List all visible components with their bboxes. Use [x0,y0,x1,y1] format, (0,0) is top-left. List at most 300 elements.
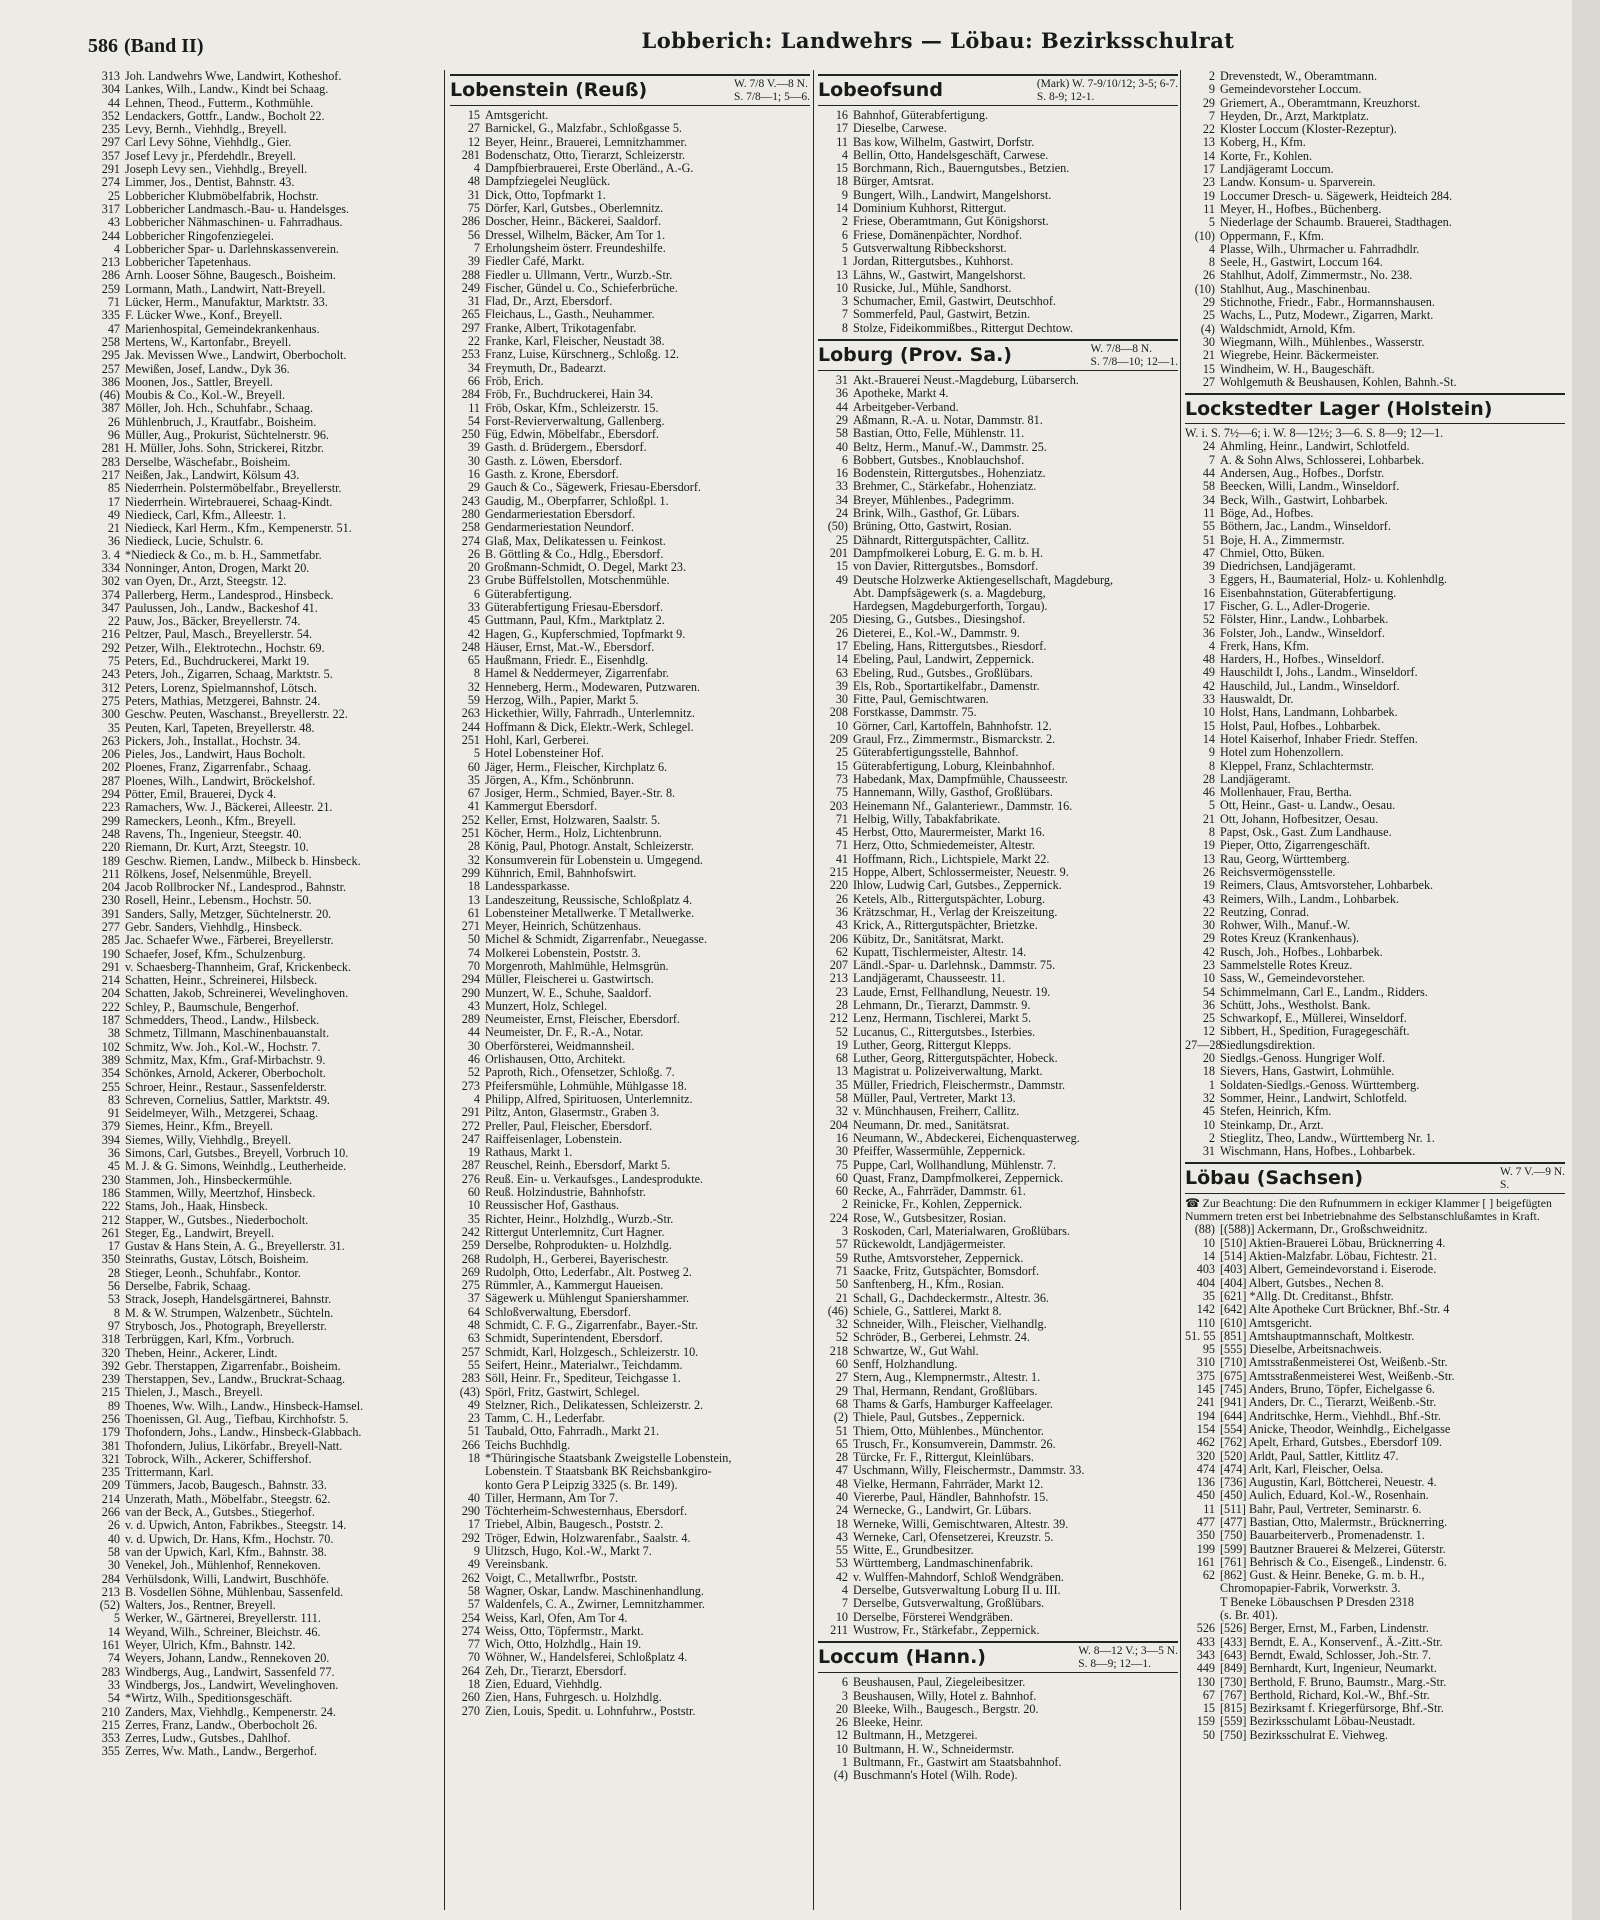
phone-number: 462 [1196,1436,1215,1450]
subscriber-text: Thofondern, Johs., Landw., Hinsbeck-Glabbach. [125,1426,362,1440]
subscriber-text: Piltz, Anton, Glasermstr., Graben 3. [485,1106,660,1120]
phone-number: 26 [835,1716,848,1730]
directory-entry [1185,1715,1565,1728]
phone-number: 12 [835,1729,848,1743]
subscriber-text: Württemberg, Landmaschinenfabrik. [853,1557,1034,1571]
phone-number: 96 [107,429,120,443]
subscriber-text: Taubald, Otto, Fahrradh., Markt 21. [485,1425,660,1439]
subscriber-text: Jordan, Rittergutsbes., Kuhhorst. [853,255,1014,269]
phone-number: 74 [107,1652,120,1666]
directory-entry [450,1226,810,1239]
phone-number: 40 [467,1491,480,1505]
subscriber-text: Schatten, Heinr., Schreinerei, Hilsbeck. [125,974,318,988]
directory-entry [818,1065,1178,1078]
phone-number: 36 [107,1147,120,1161]
subscriber-text: Wustrow, Fr., Stärkefabr., Zeppernick. [853,1623,1040,1637]
phone-number: 40 [835,1490,848,1504]
directory-entry [450,388,810,401]
directory-entry [450,402,810,415]
phone-number: 30 [835,1145,848,1159]
directory-entry [1185,1636,1565,1649]
directory-entry [90,256,440,269]
phone-number: 13 [1202,852,1215,866]
subscriber-text: Paproth, Rich., Ofensetzer, Schloßg. 7. [485,1066,675,1080]
subscriber-text: Michel & Schmidt, Zigarrenfabr., Neuegasse. [485,933,708,947]
phone-number: 281 [101,442,120,456]
directory-entry [1185,1132,1565,1145]
phone-number: 17 [835,122,848,136]
phone-number: 269 [461,1265,480,1279]
phone-number: 321 [101,1452,120,1466]
directory-entry [818,933,1178,946]
directory-entry [450,508,810,521]
subscriber-text: Philipp, Alfred, Spirituosen, Unterlemnitz. [485,1092,693,1106]
subscriber-text: Schumacher, Emil, Gastwirt, Deutschhof. [853,295,1056,309]
directory-entry [818,467,1178,480]
subscriber-text: Niedieck, Karl Herm., Kfm., Kempenerstr. 51. [125,522,352,536]
subscriber-text: Dampfbierbrauerei, Erste Oberländ., A.-G. [485,162,694,176]
phone-number: 71 [835,812,848,826]
subscriber-text: Wachs, L., Putz, Modewr., Zigarren, Markt. [1220,309,1434,323]
phone-number: 29 [835,1384,848,1398]
directory-entry [450,1173,810,1186]
subscriber-text: Hotel zum Hohenzollern. [1220,746,1344,760]
phone-number: 31 [467,188,480,202]
directory-entry [1185,839,1565,852]
phone-number: 214 [101,974,120,988]
subscriber-text: Loccumer Dresch- u. Sägewerk, Heidteich 284. [1220,189,1453,203]
phone-number: 46 [1202,786,1215,800]
page-edge [1572,0,1600,1920]
phone-number: 33 [1202,693,1215,707]
directory-entry [90,961,440,974]
directory-entry [90,1293,440,1306]
directory-entry [450,1625,810,1638]
phone-number: 274 [461,1624,480,1638]
directory-entry [90,881,440,894]
subscriber-text: Windbergs, Jos., Landwirt, Wevelinghoven. [125,1678,339,1692]
phone-number: 5 [1208,799,1215,813]
directory-entry [450,880,810,893]
subscriber-text: Derselbe, Wäschefabr., Boisheim. [125,455,291,469]
directory-entry [90,176,440,189]
phone-number: (88) [1194,1223,1215,1237]
town-heading-loccum [818,1641,1178,1673]
phone-number: 335 [101,309,120,323]
directory-entry [1185,706,1565,719]
phone-number: 161 [1196,1555,1215,1569]
subscriber-text: v. Wulffen-Mahndorf, Schloß Wendgräben. [853,1570,1064,1584]
directory-entry [90,1307,440,1320]
phone-number [450,1479,485,1492]
directory-entry [90,562,440,575]
directory-entry [450,1292,810,1305]
directory-entry [818,1743,1178,1756]
directory-entry [818,919,1178,932]
subscriber-text: Buschmann's Hotel (Wilh. Rode). [853,1769,1018,1783]
subscriber-text: Diesing, G., Gutsbes., Diesingshof. [853,613,1026,627]
subscriber-text: König, Paul, Photogr. Anstalt, Schleizerstr. [485,840,694,854]
subscriber-text: [815] Bezirksamt f. Kriegerfürsorge, Bhf.-Str. [1220,1702,1444,1716]
subscriber-text: Unzerath, Math., Möbelfabr., Steegstr. 62. [125,1492,331,1506]
phone-number: 294 [461,973,480,987]
subscriber-text: Seidelmeyer, Wilh., Metzgerei, Schaag. [125,1107,319,1121]
directory-entry [90,788,440,801]
directory-entry [818,959,1178,972]
subscriber-text: Gebr. Sanders, Viehhdlg., Hinsbeck. [125,921,303,934]
subscriber-text: Korte, Fr., Kohlen. [1220,149,1313,163]
phone-number: 284 [461,388,480,402]
subscriber-text: Lobbericher Tapetenhaus. [125,256,252,270]
subscriber-text: Petzer, Wilh., Elektrotechn., Hochstr. 69. [125,641,325,655]
directory-entry [818,1105,1178,1118]
entry-list [450,109,810,1718]
phone-number: 11 [1203,202,1215,216]
subscriber-text: Hamel & Neddermeyer, Zigarrenfabr. [485,667,669,681]
directory-entry [818,1225,1178,1238]
directory-entry [450,1518,810,1531]
phone-number: 49 [107,508,120,522]
subscriber-text: Hoffmann & Dick, Elektr.-Werk, Schlegel. [485,720,694,734]
subscriber-text: Hauschildt I, Johs., Landm., Winseldorf. [1220,666,1418,680]
directory-entry [450,468,810,481]
phone-number: 40 [835,440,848,454]
phone-number: 52 [1202,613,1215,627]
subscriber-text: Peters, Joh., Zigarren, Schaag, Marktstr. 5. [125,668,333,682]
subscriber-text: Siemes, Willy, Viehhdlg., Breyell. [125,1133,292,1147]
subscriber-text: Vereinsbank. [485,1558,549,1572]
directory-entry [818,800,1178,813]
directory-entry [1185,1556,1565,1569]
directory-entry [818,1464,1178,1477]
phone-number: 4 [841,148,848,162]
phone-number: 45 [107,1160,120,1174]
directory-entry [818,534,1178,547]
phone-number: 48 [467,175,480,189]
subscriber-text: Geschw. Riemen, Landw., Milbeck b. Hinsbeck. [125,854,361,868]
phone-number: 218 [829,1344,848,1358]
directory-entry [450,521,810,534]
phone-number: 130 [1196,1675,1215,1689]
phone-number: 30 [1202,919,1215,933]
directory-entry [90,987,440,1000]
directory-entry [90,1599,440,1612]
phone-number: 60 [835,1358,848,1372]
directory-entry [818,826,1178,839]
directory-entry [90,908,440,921]
phone-number: 11 [1203,1502,1215,1516]
directory-entry [450,1066,810,1079]
phone-number: (2) [833,1411,848,1425]
directory-entry [90,948,440,961]
directory-entry [1185,919,1565,932]
directory-entry [818,1676,1178,1689]
phone-number: 215 [101,1386,120,1400]
directory-entry [90,1147,440,1160]
phone-number: 23 [467,1412,480,1426]
phone-number: 41 [835,852,848,866]
subscriber-text: [511] Bahr, Paul, Vertreter, Seminarstr. 6. [1220,1502,1422,1516]
subscriber-text: Raiffeisenlager, Lobenstein. [485,1132,623,1146]
directory-entry [1185,959,1565,972]
subscriber-text: [642] Alte Apotheke Curt Brückner, Bhf.-Str. 4 [1220,1303,1450,1317]
directory-entry [90,682,440,695]
subscriber-text: Els, Rob., Sportartikelfabr., Damenstr. [853,679,1040,693]
phone-number: 270 [461,1704,480,1718]
subscriber-text: Gauch & Co., Sägewerk, Friesau-Ebersdorf. [485,481,701,495]
phone-number: 29 [835,413,848,427]
subscriber-text: Sammelstelle Rotes Kreuz. [1220,959,1353,972]
subscriber-text: Müller, Fleischerei u. Gastwirtsch. [485,973,654,987]
subscriber-text: Jak. Mevissen Wwe., Landwirt, Oberbocholt. [125,349,347,363]
phone-number: 283 [101,1665,120,1679]
directory-entry [450,1452,810,1465]
subscriber-text: Holst, Paul, Hofbes., Lohbarbek. [1220,719,1381,733]
phone-number: 260 [461,1691,480,1705]
phone-number: 263 [101,734,120,748]
subscriber-text: Schmidt, Karl, Holzgesch., Schleizerstr. 10. [485,1345,699,1359]
directory-entry [818,587,1178,600]
phone-number: 179 [101,1426,120,1440]
directory-entry [818,986,1178,999]
phone-number: 154 [1196,1422,1215,1436]
subscriber-text: B. Göttling & Co., Hdlg., Ebersdorf. [485,547,664,561]
subscriber-text: Rathaus, Markt 1. [485,1146,573,1160]
subscriber-text: Arnh. Looser Söhne, Baugesch., Boisheim. [125,269,336,283]
directory-entry [450,641,810,654]
directory-entry [1185,613,1565,626]
subscriber-text: Joseph Levy sen., Viehhdlg., Breyell. [125,163,308,177]
directory-entry [90,429,440,442]
phone-number: 203 [829,799,848,813]
directory-entry [1185,150,1565,163]
subscriber-text: Siedlungsdirektion. [1220,1038,1316,1052]
phone-number: 262 [461,1571,480,1585]
directory-entry [90,1559,440,1572]
subscriber-text: Beyer, Heinr., Brauerei, Lemnitzhammer. [485,135,687,149]
subscriber-text: *Wirtz, Wilh., Speditionsgeschäft. [125,1692,293,1706]
directory-entry [1185,547,1565,560]
subscriber-text: v. d. Upwich, Dr. Hans, Kfm., Hochstr. 70. [125,1532,334,1546]
subscriber-text: Borchmann, Rich., Bauerngutsbes., Betzien. [853,162,1070,176]
subscriber-text: Plasse, Wilh., Uhrmacher u. Fahrradhdlr. [1220,242,1420,256]
phone-number: 56 [107,1280,120,1294]
subscriber-text: Rittergut Unterlemnitz, Curt Hagner. [485,1225,665,1239]
directory-entry [818,547,1178,560]
directory-entry [1185,70,1565,83]
phone-number: 404 [1196,1276,1215,1290]
subscriber-text: Recke, A., Fahrräder, Dammstr. 61. [853,1185,1026,1199]
phone-number: 220 [101,841,120,855]
directory-entry [1185,243,1565,256]
phone-number: 26 [107,415,120,429]
phone-number: 320 [101,1346,120,1360]
phone-number: 26 [107,1519,120,1533]
phone-number: 44 [467,1026,480,1040]
directory-entry [90,868,440,881]
directory-entry [818,839,1178,852]
directory-entry [818,1371,1178,1384]
phone-number: 275 [101,694,120,708]
phone-number: 74 [467,946,480,960]
subscriber-text: Tobrock, Wilh., Ackerer, Schiffershof. [125,1452,312,1466]
subscriber-text: Niederrhein. Polstermöbelfabr., Breyellerstr. [125,482,342,496]
phone-number: 55 [1202,520,1215,534]
directory-entry [818,1012,1178,1025]
subscriber-text: Jac. Schaefer Wwe., Färberei, Breyellerstr. [125,934,334,948]
directory-entry [1185,1450,1565,1463]
subscriber-text: Pfeiffer, Wassermühle, Zeppernick. [853,1145,1026,1159]
directory-entry [818,1026,1178,1039]
directory-entry [1185,467,1565,480]
subscriber-text: Großmann-Schmidt, O. Degel, Markt 23. [485,561,687,575]
phone-number: 3. 4 [101,548,120,562]
subscriber-text: Werker, W., Gärtnerei, Breyellerstr. 111. [125,1612,321,1626]
subscriber-text: Apotheke, Markt 4. [853,387,949,401]
directory-entry [450,1505,810,1518]
phone-number: 257 [461,1345,480,1359]
directory-entry [1185,123,1565,136]
phone-number: 261 [101,1226,120,1240]
directory-entry [450,1638,810,1651]
phone-number: 18 [835,175,848,189]
subscriber-text: Wich, Otto, Holzhdlg., Hain 19. [485,1638,642,1652]
directory-entry [450,987,810,1000]
phone-number: 9 [1208,746,1215,760]
phone-number: 36 [107,535,120,549]
directory-entry [1185,1729,1565,1742]
phone-number: 19 [1202,839,1215,853]
subscriber-text: Jacob Rollbrocker Nf., Landesprod., Bahnstr. [125,881,347,895]
phone-number: 45 [467,614,480,628]
directory-entry [1185,534,1565,547]
phone-number: 33 [107,1678,120,1692]
directory-entry [450,1040,810,1053]
directory-entry [450,747,810,760]
phone-number: (4) [833,1769,848,1783]
phone-number: 25 [835,746,848,760]
subscriber-text: Rusicke, Jul., Mühle, Sandhorst. [853,281,1012,295]
subscriber-text: [514] Aktien-Malzfabr. Löbau, Fichtestr. 21. [1220,1250,1437,1264]
phone-number: 222 [101,1000,120,1014]
phone-number: 11 [836,135,848,149]
phone-number: 275 [461,1279,480,1293]
phone-number: 13 [835,1065,848,1079]
directory-entry [818,653,1178,666]
phone-number: 57 [467,1598,480,1612]
directory-entry [1185,799,1565,812]
subscriber-text: [599] Bautzner Brauerei & Melzerei, Güterstr. [1220,1542,1446,1556]
phone-number: (4) [1200,322,1215,336]
subscriber-text: Müller, Aug., Prokurist, Süchtelnerstr. 96. [125,429,329,443]
subscriber-text: v. d. Upwich, Anton, Fabrikbes., Steegstr. 14. [125,1519,347,1533]
subscriber-text: Stams, Joh., Haak, Hinsbeck. [125,1200,268,1214]
phone-number: 283 [461,1372,480,1386]
subscriber-text: Erholungsheim österr. Freundeshilfe. [485,241,666,255]
directory-entry [90,801,440,814]
subscriber-text: Lendackers, Gottfr., Landw., Bocholt 22. [125,109,325,123]
directory-entry [818,136,1178,149]
phone-number: 58 [835,427,848,441]
subscriber-text: Reimers, Wilh., Landm., Lohbarbek. [1220,892,1400,906]
phone-number: 276 [461,1172,480,1186]
phone-number: 381 [101,1439,120,1453]
phone-number: 10 [467,1199,480,1213]
directory-entry [818,600,1178,613]
phone-number: 58 [467,1584,480,1598]
phone-number: 16 [835,109,848,122]
directory-entry [90,1054,440,1067]
phone-number: 26 [1202,269,1215,283]
subscriber-text: Diedrichsen, Landjägeramt. [1220,560,1356,574]
subscriber-text: Lehnen, Theod., Futterm., Kothmühle. [125,96,314,110]
phone-number: 299 [101,814,120,828]
directory-entry [1185,1503,1565,1516]
subscriber-text: Gendarmeriestation Neundorf. [485,521,634,535]
entry-list [818,1676,1178,1782]
directory-entry [450,122,810,135]
subscriber-text: F. Lücker Wwe., Konf., Breyell. [125,309,283,323]
phone-number: 66 [467,374,480,388]
subscriber-text: Beck, Wilh., Gastwirt, Lohbarbek. [1220,493,1388,507]
directory-entry [90,628,440,641]
subscriber-text: Güterabfertigungsstelle, Bahnhof. [853,746,1019,760]
directory-entry [90,283,440,296]
phone-number: 14 [107,1625,120,1639]
directory-entry [818,414,1178,427]
subscriber-text: [555] Dieselbe, Arbeitsnachweis. [1220,1343,1382,1357]
directory-entry [1185,1237,1565,1250]
phone-number: 23 [835,985,848,999]
phone-number: 403 [1196,1263,1215,1277]
directory-entry [450,588,810,601]
directory-entry [818,387,1178,400]
directory-entry [450,933,810,946]
phone-number: 49 [1202,666,1215,680]
directory-entry [818,1385,1178,1398]
subscriber-text: Krick, A., Rittergutspächter, Brietzke. [853,919,1038,933]
subscriber-text: Böthern, Jac., Landm., Winseldorf. [1220,520,1391,534]
phone-number: 49 [467,1398,480,1412]
phone-number: 95 [1202,1343,1215,1357]
subscriber-text: [477] Bastian, Otto, Malermstr., Brücknerring. [1220,1515,1448,1529]
directory-entry [90,496,440,509]
directory-entry [818,1571,1178,1584]
subscriber-text: Ebeling, Hans, Rittergutsbes., Riesdorf. [853,639,1047,653]
phone-number: 50 [835,1278,848,1292]
directory-entry [1185,1303,1565,1316]
directory-entry [818,1132,1178,1145]
phone-number: 214 [101,1492,120,1506]
phone-number: 44 [835,400,848,414]
phone-number: 39 [1202,560,1215,574]
entry-list [1185,440,1565,1158]
subscriber-text: [433] Berndt, E. A., Konservenf., Ä.-Zitt.-Str. [1220,1635,1443,1649]
phone-number: 24 [1202,440,1215,454]
phone-number: 52 [835,1331,848,1345]
subscriber-text: Simons, Carl, Gutsbes., Breyell, Vorbruch 10. [125,1147,349,1161]
phone-number: 17 [1202,163,1215,177]
subscriber-text: Keller, Ernst, Holzwaren, Saalstr. 5. [485,813,661,827]
directory-entry [450,1239,810,1252]
phone-number: 300 [101,708,120,722]
subscriber-text: Dick, Otto, Topfmarkt 1. [485,188,606,202]
subscriber-text: Gaudig, M., Oberpfarrer, Schloßpl. 1. [485,494,669,508]
subscriber-text: Spörl, Fritz, Gastwirt, Schlegel. [485,1385,640,1399]
subscriber-text: Frerk, Hans, Kfm. [1220,639,1310,653]
subscriber-text: v. Schaesberg-Thannheim, Graf, Krickenbeck. [125,960,352,974]
phone-number: 201 [829,546,848,560]
